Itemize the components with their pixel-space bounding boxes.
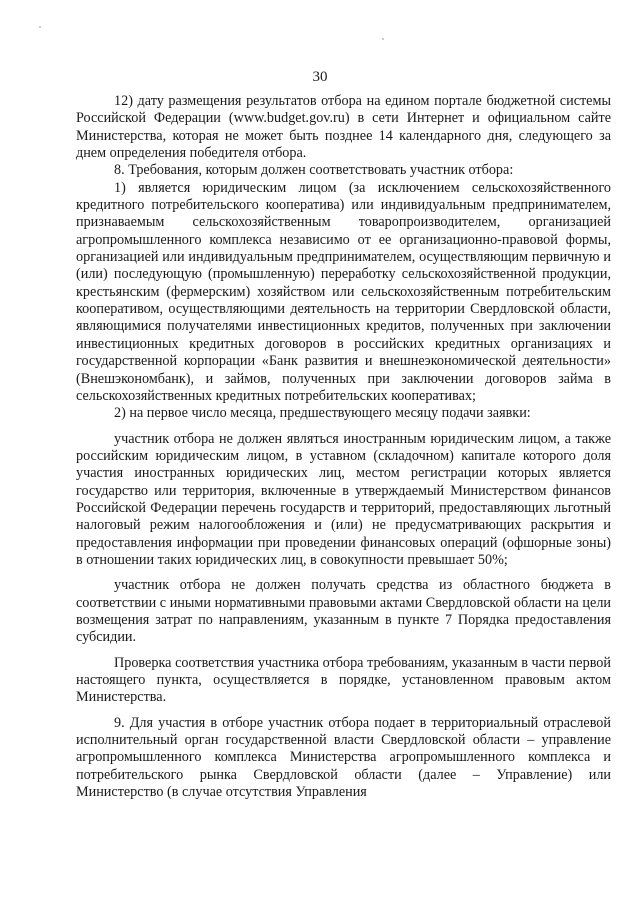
paragraph-requirement-1: 1) является юридическим лицом (за исключением сельскохозяйственного кредитного потребительского кооператива) или индивидуальным предпринимателем, признаваемым сельскохозяйственным товаропроизводителем, организацией агропромышленного комплекса независимо от ее организационно-правовой формы, организацией или индивидуальным предпринимателем, осуществляющим первичную и (или) последующую (промышленную) переработку сельскохозяйственной продукции, крестьянским (фермерским) хозяйством или сельскохозяйственным потребительским кооперативом, осуществляющими деятельность на территории Свердловской области, являющимися получателями инвестиционных кредитов, полученных при заключении инвестиционных кредитных договоров в российских кредитных организациях и государственной корпорации «Банк развития и внешнеэкономической деятельности» (Внешэкономбанк), и займов, полученных при заключении договоров займа в сельскохозяйственных кредитных потребительских кооперативах; <box>76 179 611 404</box>
scan-speck <box>382 38 384 40</box>
scan-speck <box>39 26 41 28</box>
document-body <box>76 93 611 801</box>
paragraph-section-9: 9. Для участия в отборе участник отбора подает в территориальный отраслевой исполнительный орган государственной власти Свердловской области – управление агропромышленного комплекса Министерства агропромышленного комплекса и потребительского рынка Свердловской области (далее – Управление) или Министерство (в случае отсутствия Управления <box>76 714 611 801</box>
paragraph-compliance-check: Проверка соответствия участника отбора требованиям, указанным в части первой настоящего пункта, осуществляется в порядке, установленном правовым актом Министерства. <box>76 654 611 706</box>
paragraph-item-12: 12) дату размещения результатов отбора на едином портале бюджетной системы Российской Федерации (www.budget.gov.ru) в сети Интернет и официальном сайте Министерства, которая не может быть позднее 14 календарного дня, следующего за днем определения победителя отбора. <box>76 93 611 162</box>
paragraph-regional-budget: участник отбора не должен получать средства из областного бюджета в соответствии с иными нормативными правовыми актами Свердловской области на цели возмещения затрат по направлениям, указанным в пункте 7 Порядка предоставления субсидии. <box>76 577 611 646</box>
paragraph-requirement-2: 2) на первое число месяца, предшествующего месяцу подачи заявки: <box>114 405 531 422</box>
page-number: 30 <box>312 69 328 85</box>
paragraph-foreign-entity: участник отбора не должен являться иностранным юридическим лицом, а также российским юридическим лицом, в уставном (складочном) капитале которого доля участия иностранных юридических лиц, местом регистрации которых является государство или территория, включенные в утверждаемый Министерством финансов Российской Федерации перечень государств и территорий, предоставляющих льготный налоговый режим налогообложения и (или) не предусматривающих раскрытия и предоставления информации при проведении финансовых операций (офшорные зоны) в отношении таких юридических лиц, в совокупности превышает 50%; <box>76 430 611 568</box>
paragraph-section-8-intro: 8. Требования, которым должен соответствовать участник отбора: <box>114 162 514 179</box>
